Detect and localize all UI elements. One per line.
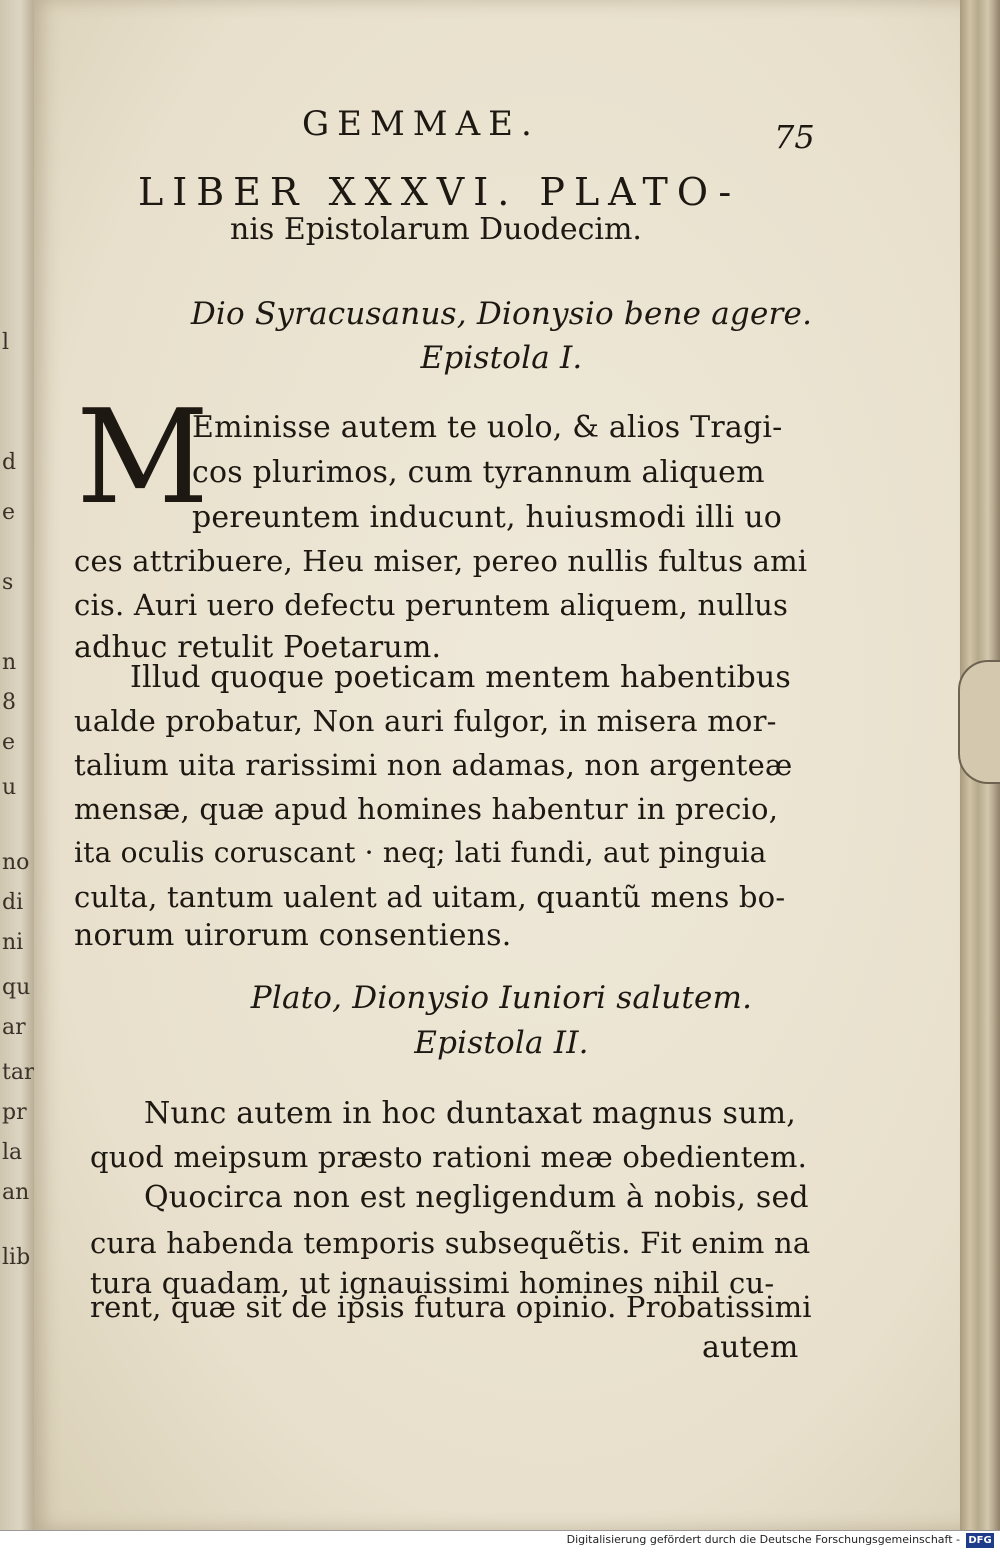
text-line: norum uirorum consentiens. xyxy=(74,918,512,953)
page-number: 75 xyxy=(774,118,815,156)
footer-bar xyxy=(0,1530,1000,1552)
facing-page-fragment: an xyxy=(2,1180,30,1205)
facing-page-fragment: n xyxy=(2,650,17,675)
text-line: mensæ, quæ apud homines habentur in precio, xyxy=(74,792,779,826)
epistle-1-salutation: Dio Syracusanus, Dionysio bene agere. xyxy=(190,296,813,332)
running-head: GEMMAE. xyxy=(302,104,540,144)
text-line: Illud quoque poeticam mentem habentibus xyxy=(130,660,792,695)
facing-page-fragment: e xyxy=(2,500,16,525)
epistle-2-salutation: Plato, Dionysio Iuniori salutem. xyxy=(250,980,753,1016)
epistle-1-heading: Epistola I. xyxy=(420,340,583,376)
footer-credit: Digitalisierung gefördert durch die Deutsche Forschungsgemeinschaft - xyxy=(566,1533,960,1546)
facing-page-fragment: d xyxy=(2,450,17,475)
dfg-logo-icon: DFG xyxy=(966,1533,994,1548)
facing-page-fragment: ar xyxy=(2,1015,26,1040)
facing-page-fragment: qu xyxy=(2,975,31,1000)
text-line: ces attribuere, Heu miser, pereo nullis fultus ami xyxy=(74,544,808,578)
facing-page-fragment: lib xyxy=(2,1245,31,1270)
facing-page-edge xyxy=(0,0,34,1530)
page-tab-marker xyxy=(958,660,1000,784)
text-line: ita oculis coruscant · neq; lati fundi, aut pinguia xyxy=(74,836,767,869)
text-line: Quocirca non est negligendum à nobis, sed xyxy=(144,1180,809,1215)
book-title-line-1: LIBER XXXVI. PLATO- xyxy=(138,170,741,214)
epistle-2-heading: Epistola II. xyxy=(414,1025,589,1061)
facing-page-fragment: u xyxy=(2,775,17,800)
facing-page-fragment: ni xyxy=(2,930,24,955)
facing-page-fragment: no xyxy=(2,850,30,875)
text-line: tura quadam, ut ignauissimi homines nihil cu- xyxy=(90,1266,775,1300)
text-line: pereuntem inducunt, huiusmodi illi uo xyxy=(192,500,782,535)
book-page xyxy=(34,0,969,1530)
facing-page-fragment: tar xyxy=(2,1060,35,1085)
text-line: cos plurimos, cum tyrannum aliquem xyxy=(192,455,765,490)
facing-page-fragment: di xyxy=(2,890,24,915)
facing-page-fragment: 8 xyxy=(2,690,16,715)
text-line: adhuc retulit Poetarum. xyxy=(74,630,442,665)
text-line: culta, tantum ualent ad uitam, quantũ mens bo- xyxy=(74,880,786,914)
facing-page-fragment: e xyxy=(2,730,16,755)
text-line: cura habenda temporis subsequẽtis. Fit enim na xyxy=(90,1226,811,1260)
text-line: cis. Auri uero defectu peruntem aliquem, nullus xyxy=(74,588,789,622)
catchword: autem xyxy=(702,1330,799,1365)
text-line: ualde probatur, Non auri fulgor, in misera mor- xyxy=(74,704,777,738)
facing-page-fragment: pr xyxy=(2,1100,27,1125)
drop-cap: M xyxy=(76,381,210,533)
text-line: Eminisse autem te uolo, & alios Tragi- xyxy=(192,410,783,445)
text-line: rent, quæ sit de ipsis futura opinio. Probatissimi xyxy=(90,1290,812,1324)
facing-page-fragment: l xyxy=(2,330,10,355)
facing-page-fragment: s xyxy=(2,570,14,595)
text-line: Nunc autem in hoc duntaxat magnus sum, xyxy=(144,1096,796,1131)
facing-page-fragment: la xyxy=(2,1140,23,1165)
book-title-line-2: nis Epistolarum Duodecim. xyxy=(230,212,642,247)
text-line: talium uita rarissimi non adamas, non argenteæ xyxy=(74,748,793,782)
text-line: quod meipsum præsto rationi meæ obedientem. xyxy=(90,1140,808,1174)
